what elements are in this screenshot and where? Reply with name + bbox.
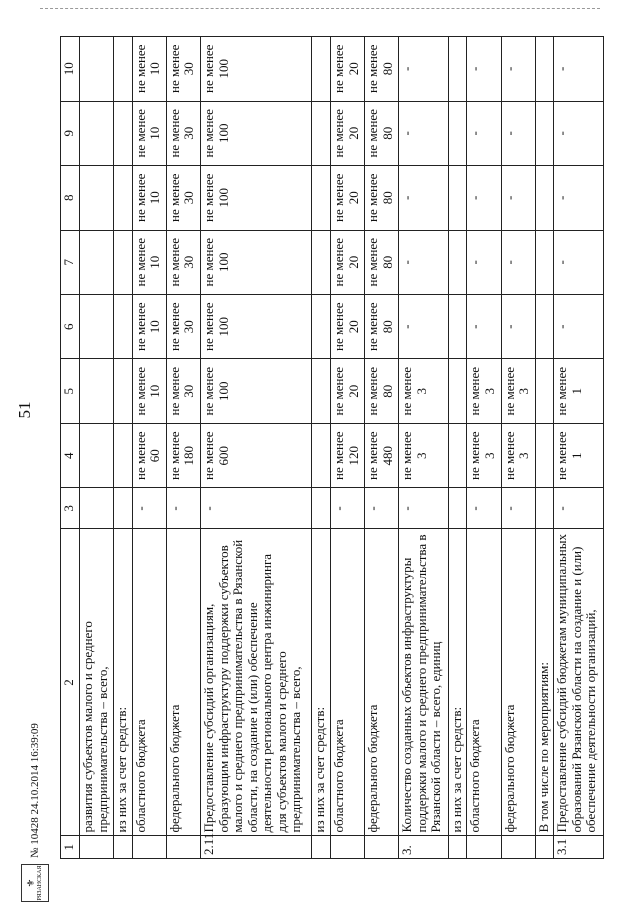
- value-cell: -: [501, 166, 535, 230]
- row-number-cell: [448, 836, 467, 859]
- description-cell: из них за счет средств:: [312, 529, 331, 836]
- value-cell: [535, 166, 554, 230]
- header-cell: 9: [61, 101, 80, 165]
- row-number-cell: [166, 836, 200, 859]
- value-cell: -: [365, 488, 399, 529]
- description-cell: областного бюджета: [331, 529, 365, 836]
- value-cell: [114, 423, 133, 487]
- value-cell: не менее 30: [166, 230, 200, 294]
- value-cell: -: [331, 488, 365, 529]
- value-cell: -: [501, 488, 535, 529]
- value-cell: -: [501, 37, 535, 102]
- row-number-cell: 3.1: [554, 836, 604, 859]
- value-cell: [80, 488, 114, 529]
- value-cell: -: [200, 488, 311, 529]
- table-row: [331, 37, 365, 859]
- table-row: [80, 37, 114, 859]
- table-row: [399, 37, 449, 859]
- stamp-text: № 10428 24.10.2014 16:39:09: [29, 723, 41, 858]
- value-cell: не менее 80: [365, 359, 399, 423]
- value-cell: -: [467, 166, 501, 230]
- value-cell: [535, 295, 554, 359]
- row-number-cell: [132, 836, 166, 859]
- value-cell: не менее 80: [365, 295, 399, 359]
- description-cell: из них за счет средств:: [114, 529, 133, 836]
- value-cell: [312, 423, 331, 487]
- value-cell: не менее 20: [331, 230, 365, 294]
- value-cell: -: [399, 37, 449, 102]
- value-cell: [535, 359, 554, 423]
- header-cell: 2: [61, 529, 80, 836]
- value-cell: [312, 37, 331, 102]
- row-number-cell: [467, 836, 501, 859]
- row-number-cell: [365, 836, 399, 859]
- value-cell: [80, 166, 114, 230]
- value-cell: не менее 480: [365, 423, 399, 487]
- value-cell: не менее 10: [132, 101, 166, 165]
- value-cell: [312, 230, 331, 294]
- page-number: 51: [15, 401, 34, 419]
- description-cell: В том числе по мероприятиям:: [535, 529, 554, 836]
- table-row: [501, 37, 535, 859]
- value-cell: не менее 10: [132, 166, 166, 230]
- value-cell: не менее 20: [331, 295, 365, 359]
- value-cell: не менее 30: [166, 101, 200, 165]
- value-cell: не менее 180: [166, 423, 200, 487]
- value-cell: [448, 423, 467, 487]
- header-cell: 1: [61, 836, 80, 859]
- value-cell: -: [554, 101, 604, 165]
- value-cell: -: [399, 488, 449, 529]
- logo-text: РЯЗАНСКАЯ: [37, 865, 43, 901]
- value-cell: [448, 488, 467, 529]
- value-cell: -: [399, 101, 449, 165]
- value-cell: [535, 101, 554, 165]
- value-cell: не менее 1: [554, 359, 604, 423]
- value-cell: не менее 120: [331, 423, 365, 487]
- row-number-cell: [80, 836, 114, 859]
- scan-top-edge: [40, 8, 600, 9]
- value-cell: [80, 423, 114, 487]
- description-cell: развития субъектов малого и среднего предпринимательства – всего,: [80, 529, 114, 836]
- header-cell: 5: [61, 359, 80, 423]
- value-cell: не менее 3: [467, 359, 501, 423]
- table-row: [535, 37, 554, 859]
- header-cell: 3: [61, 488, 80, 529]
- value-cell: не менее 20: [331, 37, 365, 102]
- value-cell: [535, 488, 554, 529]
- value-cell: [312, 295, 331, 359]
- value-cell: [114, 230, 133, 294]
- description-cell: областного бюджета: [132, 529, 166, 836]
- value-cell: не менее 100: [200, 230, 311, 294]
- value-cell: не менее 80: [365, 101, 399, 165]
- value-cell: -: [166, 488, 200, 529]
- value-cell: -: [399, 166, 449, 230]
- table-row: [166, 37, 200, 859]
- value-cell: [114, 295, 133, 359]
- value-cell: не менее 30: [166, 166, 200, 230]
- value-cell: [80, 101, 114, 165]
- header-cell: 6: [61, 295, 80, 359]
- value-cell: не менее 10: [132, 295, 166, 359]
- header-cell: 7: [61, 230, 80, 294]
- row-number-cell: [331, 836, 365, 859]
- value-cell: -: [467, 230, 501, 294]
- value-cell: не менее 600: [200, 423, 311, 487]
- data-table: [60, 36, 604, 859]
- table-row: [365, 37, 399, 859]
- value-cell: -: [132, 488, 166, 529]
- row-number-cell: [535, 836, 554, 859]
- value-cell: не менее 30: [166, 359, 200, 423]
- value-cell: [80, 230, 114, 294]
- value-cell: [448, 295, 467, 359]
- value-cell: [114, 359, 133, 423]
- value-cell: -: [554, 295, 604, 359]
- value-cell: [535, 37, 554, 102]
- value-cell: не менее 10: [132, 359, 166, 423]
- table-row: [467, 37, 501, 859]
- value-cell: [312, 101, 331, 165]
- value-cell: -: [554, 166, 604, 230]
- value-cell: [114, 488, 133, 529]
- value-cell: [312, 488, 331, 529]
- value-cell: [312, 359, 331, 423]
- value-cell: не менее 3: [501, 423, 535, 487]
- value-cell: не менее 10: [132, 230, 166, 294]
- registration-stamp: [18, 690, 52, 902]
- emblem-logo: ⚜ РЯЗАНСКАЯ: [21, 864, 49, 902]
- value-cell: -: [554, 488, 604, 529]
- description-cell: из них за счет средств:: [448, 529, 467, 836]
- row-number-cell: [501, 836, 535, 859]
- value-cell: [448, 101, 467, 165]
- header-cell: 8: [61, 166, 80, 230]
- header-cell: 10: [61, 37, 80, 102]
- row-number-cell: [312, 836, 331, 859]
- value-cell: -: [501, 295, 535, 359]
- value-cell: не менее 1: [554, 423, 604, 487]
- description-cell: федерального бюджета: [365, 529, 399, 836]
- value-cell: не менее 60: [132, 423, 166, 487]
- value-cell: -: [399, 295, 449, 359]
- value-cell: -: [467, 101, 501, 165]
- description-cell: федерального бюджета: [166, 529, 200, 836]
- value-cell: [114, 166, 133, 230]
- value-cell: [535, 230, 554, 294]
- value-cell: не менее 3: [501, 359, 535, 423]
- value-cell: не менее 10: [132, 37, 166, 102]
- table-row: [200, 37, 311, 859]
- value-cell: -: [554, 230, 604, 294]
- value-cell: [448, 37, 467, 102]
- value-cell: -: [467, 37, 501, 102]
- value-cell: [80, 37, 114, 102]
- value-cell: не менее 80: [365, 166, 399, 230]
- value-cell: не менее 80: [365, 37, 399, 102]
- value-cell: [535, 423, 554, 487]
- value-cell: [80, 295, 114, 359]
- description-cell: Предоставление субсидий организациям, образующим инфраструктуру поддержки субъектов малого и среднего предпринимательства в Рязанской области, на создание и (или) обеспечение деятельности регионального центра инжиниринга для субъектов малого и среднего предпринимательства – всего,: [200, 529, 311, 836]
- row-number-cell: 2.11: [200, 836, 311, 859]
- value-cell: не менее 100: [200, 295, 311, 359]
- value-cell: [448, 230, 467, 294]
- value-cell: [448, 166, 467, 230]
- value-cell: -: [467, 295, 501, 359]
- table-row: [114, 37, 133, 859]
- value-cell: не менее 100: [200, 101, 311, 165]
- value-cell: -: [554, 37, 604, 102]
- rotated-table-container: [60, 36, 604, 859]
- row-number-cell: 3.: [399, 836, 449, 859]
- value-cell: не менее 20: [331, 359, 365, 423]
- value-cell: [80, 359, 114, 423]
- value-cell: -: [501, 101, 535, 165]
- value-cell: не менее 100: [200, 166, 311, 230]
- row-number-cell: [114, 836, 133, 859]
- header-cell: 4: [61, 423, 80, 487]
- table-row: [554, 37, 604, 859]
- description-cell: Предоставление субсидий бюджетам муниципальных образований Рязанской области на создание и (или) обеспечение деятельности организаций,: [554, 529, 604, 836]
- table-header-row: [61, 37, 80, 859]
- value-cell: -: [501, 230, 535, 294]
- description-cell: Количество созданных объектов инфраструктуры поддержки малого и среднего предпринимательства в Рязанской области – всего, единиц: [399, 529, 449, 836]
- table-row: [448, 37, 467, 859]
- value-cell: не менее 20: [331, 101, 365, 165]
- value-cell: не менее 80: [365, 230, 399, 294]
- value-cell: не менее 30: [166, 295, 200, 359]
- table-row: [132, 37, 166, 859]
- description-cell: областного бюджета: [467, 529, 501, 836]
- value-cell: [312, 166, 331, 230]
- value-cell: не менее 20: [331, 166, 365, 230]
- description-cell: федерального бюджета: [501, 529, 535, 836]
- value-cell: [114, 101, 133, 165]
- value-cell: не менее 3: [467, 423, 501, 487]
- value-cell: не менее 100: [200, 359, 311, 423]
- value-cell: не менее 3: [399, 359, 449, 423]
- value-cell: [448, 359, 467, 423]
- value-cell: [114, 37, 133, 102]
- value-cell: не менее 100: [200, 37, 311, 102]
- value-cell: не менее 3: [399, 423, 449, 487]
- value-cell: -: [467, 488, 501, 529]
- value-cell: не менее 30: [166, 37, 200, 102]
- table-row: [312, 37, 331, 859]
- value-cell: -: [399, 230, 449, 294]
